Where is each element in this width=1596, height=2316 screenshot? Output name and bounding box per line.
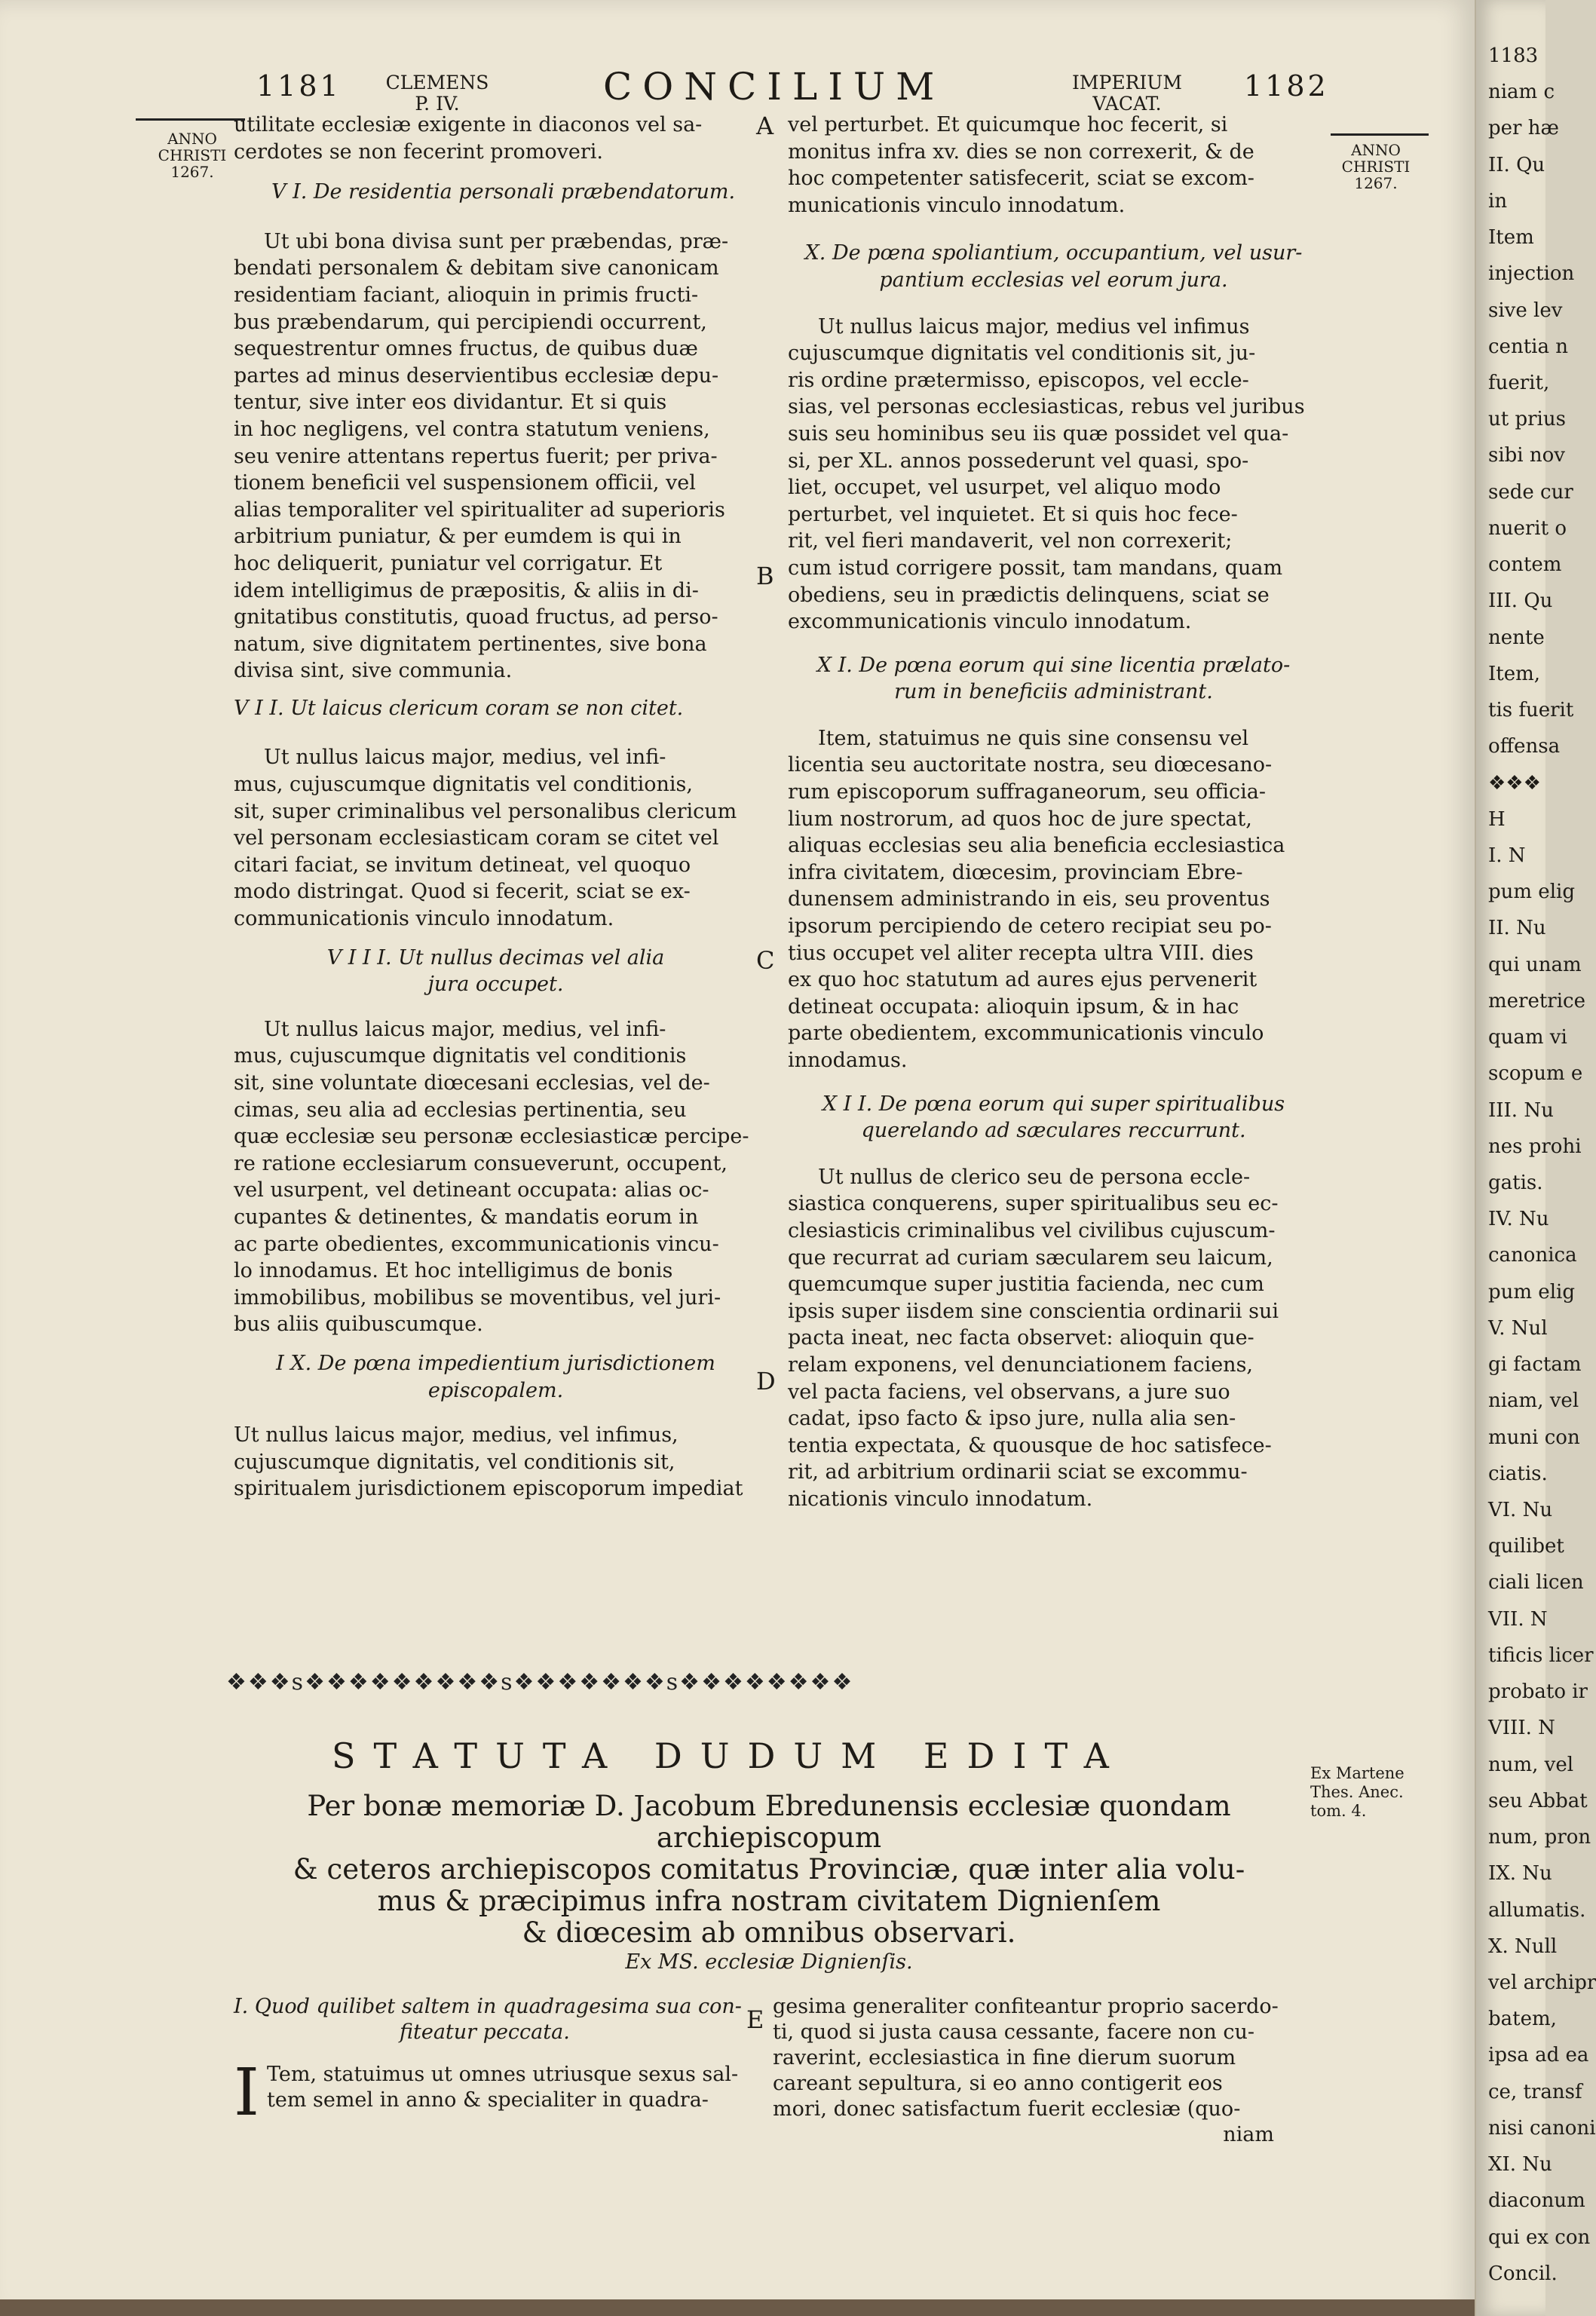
drop-capital: I	[234, 2055, 259, 2131]
facing-page-fragment: III. Nu	[1488, 1098, 1554, 1122]
text-line: bendati personalem & debitam sive canonicam	[234, 256, 719, 280]
facing-page-fragment: nente	[1488, 626, 1545, 649]
text-line: rit, ad arbitrium ordinarii sciat se excommu-	[788, 1460, 1248, 1484]
section-12-heading-line-1: X I I. De pœna eorum qui super spiritualibus	[822, 1092, 1285, 1116]
header-right-label	[1063, 72, 1191, 115]
section-6-body	[234, 228, 758, 685]
subtitle-line: Per bonæ memoriæ D. Jacobum Ebredunensis ecclesiæ quondam archiepiscopum	[307, 1790, 1231, 1854]
section-letter-b: B	[756, 562, 774, 590]
text-line: ex quo hoc statutum ad aures ejus pervenerit	[788, 968, 1258, 992]
text-line: partes ad minus deservientibus ecclesiæ depu-	[234, 363, 719, 388]
text-line: pacta ineat, nec facta observet: alioquin que-	[788, 1326, 1254, 1350]
section-7-heading-text: V I I. Ut laicus clericum coram se non citet.	[234, 696, 684, 720]
facing-page-fragment: X. Null	[1488, 1935, 1558, 1958]
text-line: communicationis vinculo innodatum.	[234, 907, 614, 931]
text-line: careant sepultura, si eo anno contigerit eos	[773, 2072, 1223, 2095]
facing-page-fragment: per hæ	[1488, 117, 1559, 140]
text-line: Item, statuimus ne quis sine consensu vel	[818, 726, 1249, 750]
source-reference	[1310, 1764, 1405, 1821]
statute-1-heading-line-1: I. Quod quilibet saltem in quadragesima sua con-	[234, 1995, 742, 2018]
facing-page-edge	[1475, 0, 1596, 2316]
text-line: alias temporaliter vel spiritualiter ad superioris	[234, 498, 725, 522]
facing-page-fragment: probato ir	[1488, 1680, 1588, 1704]
facing-page-fragment: niam c	[1488, 81, 1555, 104]
text-line: dunensem administrando in eis, seu proventus	[788, 887, 1270, 911]
text-line: vel personam ecclesiasticam coram se citet vel	[234, 826, 719, 850]
text-line: raverint, ecclesiastica in fine dierum suorum	[773, 2046, 1236, 2069]
facing-page-fragment: gi factam	[1488, 1353, 1582, 1377]
facing-page-fragment: ciatis.	[1488, 1462, 1548, 1485]
facing-page-fragment: qui ex con	[1488, 2226, 1591, 2249]
source-reference-line: Thes. Anec.	[1310, 1783, 1404, 1801]
text-line: rit, vel fieri mandaverit, vel non correxerit;	[788, 529, 1233, 553]
facing-page-fragment: Concil.	[1488, 2262, 1558, 2285]
margin-anno-right: ANNO	[1351, 141, 1401, 159]
section-10-heading-line-1: X. De pœna spoliantium, occupantium, vel usur-	[804, 241, 1303, 265]
text-line: in hoc negligens, vel contra statutum veniens,	[234, 417, 710, 441]
text-line: perturbet, vel inquietet. Et si quis hoc fece-	[788, 502, 1238, 526]
header-left-label-2: P. IV.	[415, 93, 460, 115]
facing-page-fragment: qui unam	[1488, 953, 1582, 976]
text-line: cupantes & detinentes, & mandatis eorum in	[234, 1205, 699, 1229]
text-line: cum istud corrigere possit, tam mandans, quam	[788, 556, 1283, 580]
statuta-subtitle	[226, 1791, 1312, 1949]
facing-page-fragment: sibi nov	[1488, 444, 1565, 467]
text-line: lo innodamus. Et hoc intelligimus de bonis	[234, 1259, 673, 1283]
section-7-body	[234, 744, 758, 932]
text-line: obediens, seu in prædictis delinquens, sciat se	[788, 583, 1270, 607]
margin-year-right	[1323, 142, 1429, 191]
text-line: sias, vel personas ecclesiasticas, rebus vel juribus	[788, 395, 1305, 419]
facing-page-fragment: sive lev	[1488, 299, 1563, 322]
right-intro-line: vel perturbet. Et quicumque hoc fecerit, si	[788, 113, 1228, 136]
text-line: quæ ecclesiæ seu personæ ecclesiasticæ percipe-	[234, 1125, 749, 1149]
text-line: sequestrentur omnes fructus, de quibus duæ	[234, 337, 698, 361]
section-12-heading-line-2: querelando ad sæculares reccurrunt.	[861, 1119, 1246, 1143]
statute-1-heading-line-2: fiteatur peccata.	[400, 2020, 570, 2044]
text-line: parte obedientem, excommunicationis vinculo	[788, 1022, 1264, 1046]
bottom-left-column	[234, 1994, 746, 2131]
statute-1-heading	[234, 1994, 746, 2045]
text-line: Ut nullus laicus major, medius vel infimus	[818, 314, 1250, 339]
section-6-heading	[234, 179, 758, 206]
section-11-heading	[788, 652, 1319, 706]
text-line: Ut nullus laicus major, medius, vel infimus,	[234, 1423, 679, 1448]
facing-page-fragment: centia n	[1488, 335, 1568, 358]
margin-year-value-left: 1267.	[170, 163, 214, 181]
text-line: ipsorum percipiendo de cetero recipiat seu po-	[788, 914, 1272, 939]
facing-page-fragment: IX. Nu	[1488, 1862, 1552, 1886]
facing-page-fragment: IV. Nu	[1488, 1208, 1549, 1231]
page-number-left: 1181	[256, 69, 342, 103]
text-line: cujuscumque dignitatis, vel conditionis sit,	[234, 1450, 675, 1474]
section-11-heading-line-1: X I. De pœna eorum qui sine licentia prælato-	[816, 653, 1291, 677]
text-line: que recurrat ad curiam sæcularem seu laicum,	[788, 1245, 1273, 1270]
subtitle-line: & diœcesim ab omnibus observari.	[522, 1916, 1016, 1949]
section-10-heading	[788, 240, 1319, 293]
left-column	[234, 112, 758, 1503]
page-bottom-edge	[0, 2299, 1475, 2316]
facing-page-fragment: ce, transf	[1488, 2080, 1582, 2103]
facing-page-fragment: Item,	[1488, 662, 1541, 685]
facing-page-fragment: III. Qu	[1488, 590, 1553, 613]
left-intro-line: cerdotes se non fecerint promoveri.	[234, 139, 603, 164]
section-9-body	[234, 1422, 758, 1503]
text-line: vel pacta faciens, vel observans, a jure suo	[788, 1380, 1230, 1404]
running-title: CONCILIUM	[603, 65, 945, 109]
source-reference-line: Ex Martene	[1310, 1764, 1405, 1782]
right-column	[788, 112, 1319, 1513]
subtitle-line: & ceteros archiepiscopos comitatus Provinciæ, quæ inter alia volu-	[293, 1853, 1245, 1886]
section-9-heading-line-2: episcopalem.	[427, 1378, 564, 1402]
text-line: idem intelligimus de præpositis, & aliis in di-	[234, 578, 699, 602]
facing-page-fragment: nuerit o	[1488, 516, 1567, 540]
text-line: tem semel in anno & specialiter in quadra-	[266, 2088, 709, 2112]
text-line: Ut nullus laicus major, medius, vel infi-	[264, 746, 666, 770]
text-line: excommunicationis vinculo innodatum.	[788, 610, 1192, 634]
text-line: si, per XL. annos possederunt vel quasi, spo-	[788, 449, 1249, 473]
bottom-right-column	[773, 1994, 1304, 2148]
text-line: arbitrium puniatur, & per eumdem is qui in	[234, 525, 682, 549]
facing-page-fragment: tis fuerit	[1488, 699, 1574, 722]
margin-anno-left: ANNO	[167, 130, 217, 148]
text-line: Ut ubi bona divisa sunt per præbendas, præ-	[264, 229, 729, 253]
facing-page-fragment: vel archipr	[1488, 1971, 1596, 1994]
text-line: re ratione ecclesiarum consueverunt, occupent,	[234, 1151, 728, 1175]
section-letter-d: D	[756, 1367, 776, 1395]
text-line: sit, sine voluntate diœcesani ecclesias, vel de-	[234, 1071, 710, 1095]
section-11-heading-line-2: rum in beneficiis administrant.	[894, 680, 1213, 704]
facing-page-fragment: V. Nul	[1488, 1316, 1548, 1340]
margin-christi-right: CHRISTI	[1341, 158, 1411, 176]
text-line: Ut nullus de clerico seu de persona eccle-	[818, 1165, 1251, 1189]
text-line: mus, cujuscumque dignitatis vel conditionis,	[234, 773, 693, 797]
text-line: tionem beneficii vel suspensionem officii, vel	[234, 471, 696, 495]
text-line: Tem, statuimus ut omnes utriusque sexus sal-	[266, 2063, 739, 2086]
facing-page-fragment: nisi canoni	[1488, 2116, 1596, 2140]
text-line: Ut nullus laicus major, medius, vel infi-	[264, 1017, 666, 1041]
text-line: natum, sive dignitatem pertinentes, sive bona	[234, 632, 707, 656]
section-8-heading-line-1: V I I I. Ut nullus decimas vel alia	[326, 945, 665, 970]
text-line: ac parte obedientes, excommunicationis vincu-	[234, 1232, 719, 1256]
text-line: sit, super criminalibus vel personalibus clericum	[234, 799, 737, 823]
facing-page-fragment: contem	[1488, 553, 1562, 577]
section-12-body	[788, 1164, 1319, 1513]
facing-page-fragment: gatis.	[1488, 1172, 1543, 1194]
facing-page-fragment: batem,	[1488, 2008, 1557, 2031]
statuta-title: STATUTA DUDUM EDITA	[332, 1735, 1127, 1776]
right-intro-line: hoc competenter satisfecerit, sciat se excom-	[788, 167, 1254, 191]
text-line: suis seu hominibus seu iis quæ possidet vel qua-	[788, 421, 1289, 446]
statute-1-body	[234, 2055, 746, 2131]
text-line: hoc deliquerit, puniatur vel corrigatur. Et	[234, 551, 663, 575]
section-6-heading-text: V I. De residentia personali præbendatorum.	[271, 180, 736, 204]
text-line: aliquas ecclesias seu alia beneficia ecclesiastica	[788, 834, 1285, 858]
margin-rule-left	[136, 118, 245, 121]
facing-page-fragment: 1183	[1488, 44, 1539, 67]
text-line: infra civitatem, diœcesim, provinciam Ebre-	[788, 860, 1243, 884]
text-line: innodamus.	[788, 1049, 908, 1072]
text-line: tentur, sive inter eos dividantur. Et si quis	[234, 391, 667, 415]
text-line: citari faciat, se invitum detineat, vel quoquo	[234, 853, 691, 877]
margin-year-left	[139, 130, 245, 180]
text-line: rum episcoporum suffraganeorum, seu officia-	[788, 780, 1266, 804]
text-line: immobilibus, mobilibus se moventibus, vel juri-	[234, 1285, 721, 1310]
text-line: cadat, ipso facto & ipso jure, nulla alia sen-	[788, 1407, 1236, 1431]
manuscript-source: Ex MS. ecclesiæ Dignienſis.	[625, 1950, 913, 1974]
header-right-label-2: VACAT.	[1092, 93, 1162, 115]
facing-page-fragment: Item	[1488, 226, 1534, 250]
facing-page-fragment: sede cur	[1488, 480, 1573, 504]
facing-page-fragment: injection	[1488, 262, 1575, 286]
facing-page-fragment: II. Nu	[1488, 917, 1546, 940]
section-letter-e: E	[746, 2005, 764, 2034]
text-line: mori, donec satisfactum fuerit ecclesiæ (quo-	[773, 2097, 1241, 2121]
text-line: cujuscumque dignitatis vel conditionis sit, ju-	[788, 342, 1256, 366]
section-letter-a: A	[756, 112, 774, 140]
margin-rule-right	[1331, 133, 1429, 136]
margin-year-value-right: 1267.	[1354, 174, 1398, 192]
facing-page-fragment: niam, vel	[1488, 1389, 1579, 1413]
page-number-right: 1182	[1244, 69, 1329, 103]
section-9-heading-line-1: I X. De pœna impedientium jurisdictionem	[276, 1351, 715, 1375]
facing-page-fragment: I. N	[1488, 844, 1526, 867]
right-intro-line: monitus infra xv. dies se non correxerit, & de	[788, 139, 1254, 164]
facing-page-fragment: muni con	[1488, 1426, 1580, 1449]
facing-page-fragment: XI. Nu	[1488, 2153, 1552, 2177]
text-line: ipsis super iisdem sine conscientia ordinarii sui	[788, 1299, 1279, 1323]
section-10-body	[788, 314, 1319, 636]
text-line: lium nostrorum, ad quos hoc de jure spectat,	[788, 807, 1252, 831]
facing-page-fragment: canonica	[1488, 1244, 1577, 1267]
facing-page-fragment: II. Qu	[1488, 153, 1545, 176]
facing-page-fragment: pum elig	[1488, 1280, 1575, 1304]
text-line: gnitatibus constitutis, quoad fructus, ad perso-	[234, 605, 718, 630]
section-8-heading	[234, 945, 758, 998]
text-line: divisa sint, sive communia.	[234, 659, 513, 683]
facing-page-fragment: diaconum	[1488, 2189, 1585, 2213]
facing-page-fragment: ut prius	[1488, 408, 1566, 431]
text-line: tius occupet vel aliter recepta ultra VIII. dies	[788, 941, 1254, 965]
facing-page-fragment: H	[1488, 807, 1506, 831]
facing-page-fragment: VIII. N	[1488, 1717, 1555, 1740]
text-line: cimas, seu alia ad ecclesias pertinentia, seu	[234, 1098, 687, 1122]
section-10-heading-line-2: pantium ecclesias vel eorum jura.	[879, 268, 1228, 292]
section-12-heading	[788, 1091, 1319, 1144]
header-left-label-1: CLEMENS	[385, 72, 489, 93]
text-line: detineat occupata: alioquin ipsum, & in hac	[788, 994, 1239, 1019]
section-8-heading-line-2: jura occupet.	[427, 973, 564, 997]
facing-page-fragment: fuerit,	[1488, 372, 1550, 395]
text-line: ti, quod si justa causa cessante, facere non cu-	[773, 2020, 1255, 2044]
right-intro-line: municationis vinculo innodatum.	[788, 193, 1126, 217]
section-9-heading	[234, 1350, 758, 1404]
margin-christi-left: CHRISTI	[158, 146, 227, 164]
facing-page-fragment: nes prohi	[1488, 1135, 1582, 1158]
facing-page-fragment: ciali licen	[1488, 1571, 1584, 1595]
text-line: bus præbendarum, qui percipiendi occurrent,	[234, 310, 707, 334]
text-line: quemcumque super justitia facienda, nec cum	[788, 1273, 1264, 1297]
facing-page-fragment: allumatis.	[1488, 1898, 1586, 1922]
text-line: liet, occupet, vel usurpet, vel aliquo modo	[788, 476, 1221, 500]
section-7-heading	[234, 695, 758, 722]
text-line: gesima generaliter confiteantur proprio sacerdo-	[773, 1995, 1279, 2018]
section-11-body	[788, 725, 1319, 1074]
facing-page-fragment: quilibet	[1488, 1535, 1564, 1558]
catchword: niam	[1223, 2123, 1274, 2146]
facing-page-fragment: ipsa ad ea	[1488, 2044, 1589, 2067]
facing-page-fragment: in	[1488, 189, 1508, 213]
facing-page-fragment: scopum e	[1488, 1062, 1583, 1086]
facing-page-fragment: offensa	[1488, 735, 1561, 758]
text-line: tentia expectata, & quousque de hoc satisfece-	[788, 1433, 1272, 1457]
subtitle-line: mus & præcipimus infra nostram civitatem Dignienſem	[377, 1885, 1161, 1917]
header-left-label	[381, 72, 494, 115]
text-line: seu venire attentans repertus fuerit; per priva-	[234, 444, 718, 468]
facing-page-fragment: quam vi	[1488, 1026, 1567, 1049]
facing-page-fragment: seu Abbat	[1488, 1789, 1588, 1812]
facing-page-fragment: VI. Nu	[1488, 1499, 1553, 1522]
text-line: siastica conquerens, super spiritualibus seu ec-	[788, 1192, 1279, 1216]
ornament-band: ❖❖❖s❖❖❖❖❖❖❖❖❖s❖❖❖❖❖❖❖s❖❖❖❖❖❖❖❖	[226, 1669, 854, 1696]
text-line: modo distringat. Quod si fecerit, sciat se ex-	[234, 880, 691, 904]
section-8-body	[234, 1016, 758, 1338]
facing-page-fragment: pum elig	[1488, 881, 1575, 904]
left-intro-line: utilitate ecclesiæ exigente in diaconos vel sa-	[234, 113, 703, 136]
text-line: vel usurpent, vel detineant occupata: alias oc-	[234, 1178, 709, 1202]
source-reference-line: tom. 4.	[1310, 1802, 1367, 1820]
text-line: clesiasticis criminalibus vel civilibus cujuscum-	[788, 1218, 1276, 1242]
text-line: bus aliis quibuscumque.	[234, 1313, 483, 1337]
text-line: relam exponens, vel denunciationem faciens,	[788, 1353, 1254, 1377]
section-letter-c: C	[756, 946, 775, 975]
facing-page-fragment: num, vel	[1488, 1753, 1574, 1776]
header-right-label-1: IMPERIUM	[1072, 72, 1182, 93]
facing-page-fragment: ❖❖❖	[1488, 771, 1541, 795]
facing-page-fragment: tificis licer	[1488, 1644, 1594, 1667]
text-line: nicationis vinculo innodatum.	[788, 1487, 1093, 1511]
text-line: licentia seu auctoritate nostra, seu diœcesano-	[788, 753, 1273, 777]
facing-page-fragment: VII. N	[1488, 1607, 1548, 1631]
text-line: mus, cujuscumque dignitatis vel conditionis	[234, 1044, 687, 1068]
facing-page-fragment: num, pron	[1488, 1826, 1591, 1849]
text-line: ris ordine prætermisso, episcopos, vel eccle-	[788, 368, 1249, 392]
text-line: spiritualem jurisdictionem episcoporum impediat	[234, 1477, 743, 1501]
facing-page-fragment: meretrice	[1488, 989, 1585, 1012]
text-line: residentiam faciant, alioquin in primis fructi-	[234, 283, 699, 307]
